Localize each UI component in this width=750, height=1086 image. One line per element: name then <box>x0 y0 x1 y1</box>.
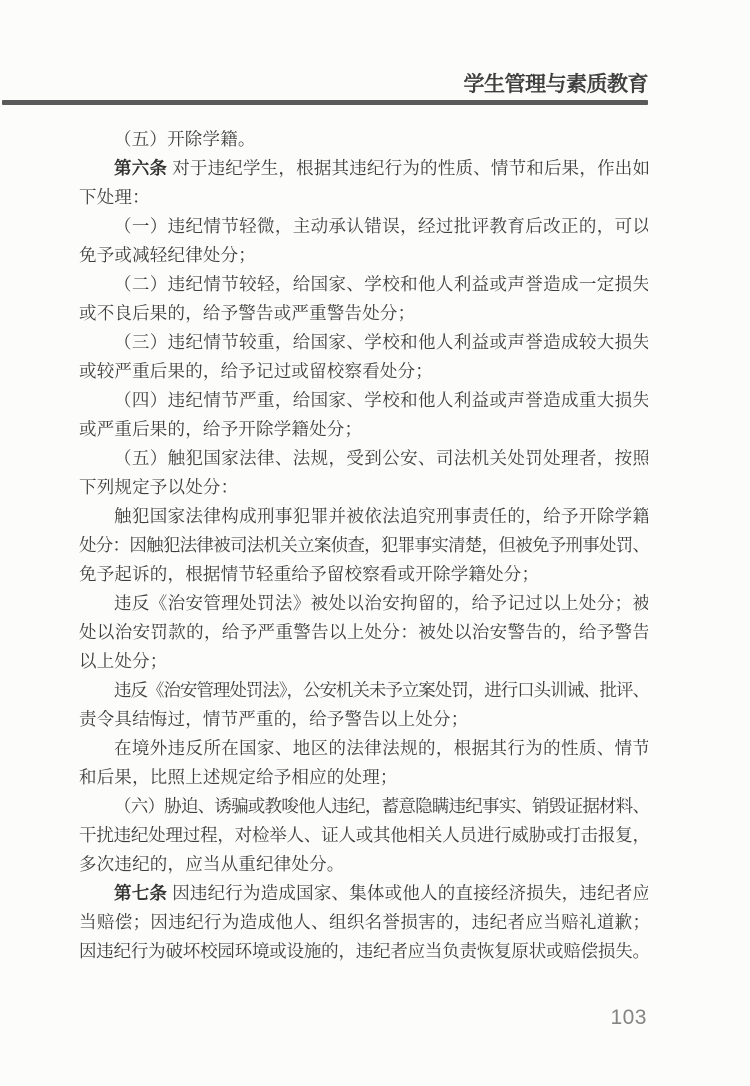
text-line: 免予起诉的，根据情节轻重给予留校察看或开除学籍处分； <box>79 564 540 584</box>
text-line: 或较严重后果的，给予记过或留校察看处分； <box>79 361 433 381</box>
text-line: 干扰违纪处理过程，对检举人、证人或其他相关人员进行威胁或打击报复， <box>79 825 648 845</box>
text-line: （一）违纪情节轻微，主动承认错误，经过批评教育后改正的，可以 <box>114 216 648 236</box>
text-line: 违反《治安管理处罚法》，公安机关未予立案处罚，进行口头训诫、批评、 <box>114 680 648 700</box>
header-rule <box>2 100 648 105</box>
text-line: （六）胁迫、诱骗或教唆他人违纪，蓄意隐瞒违纪事实、销毁证据材料、 <box>114 796 648 816</box>
text-line: 以上处分； <box>79 651 168 671</box>
text-line: （三）违纪情节较重，给国家、学校和他人利益或声誉造成较大损失 <box>114 332 648 352</box>
text-line: 免予或减轻纪律处分； <box>79 245 256 265</box>
text-line: 当赔偿；因违纪行为造成他人、组织名誉损害的，违纪者应当赔礼道歉； <box>79 912 648 932</box>
text-line: 第七条 因违纪行为造成国家、集体或他人的直接经济损失，违纪者应 <box>114 883 648 903</box>
article-number-label: 第六条 <box>114 158 168 178</box>
text-line: 或严重后果的，给予开除学籍处分； <box>79 419 363 439</box>
text-line: （五）开除学籍。 <box>114 129 256 149</box>
text-line: 处以治安罚款的，给予严重警告以上处分：被处以治安警告的，给予警告 <box>79 622 648 642</box>
running-header-title: 学生管理与素质教育 <box>463 73 648 96</box>
text-line: 因违纪行为破坏校园环境或设施的，违纪者应当负责恢复原状或赔偿损失。 <box>79 941 648 961</box>
text-line: 第六条 对于违纪学生，根据其违纪行为的性质、情节和后果，作出如 <box>114 158 648 178</box>
text-line: 下列规定予以处分： <box>79 477 239 497</box>
text-line: 在境外违反所在国家、地区的法律法规的，根据其行为的性质、情节 <box>114 738 648 758</box>
body-text <box>79 125 648 966</box>
text-line: 触犯国家法律构成刑事犯罪并被依法追究刑事责任的，给予开除学籍 <box>114 506 648 526</box>
text-line: （四）违纪情节严重，给国家、学校和他人利益或声誉造成重大损失 <box>114 390 648 410</box>
text-line: 和后果，比照上述规定给予相应的处理； <box>79 767 398 787</box>
text-line: 多次违纪的，应当从重纪律处分。 <box>79 854 345 874</box>
text-line: 处分：因触犯法律被司法机关立案侦查，犯罪事实清楚，但被免予刑事处罚、 <box>79 535 648 555</box>
page-number: 103 <box>610 1006 647 1029</box>
text-line: 下处理： <box>79 187 150 207</box>
article-number-label: 第七条 <box>114 883 168 903</box>
text-line: （二）违纪情节较轻，给国家、学校和他人利益或声誉造成一定损失 <box>114 274 648 294</box>
text-line: 违反《治安管理处罚法》被处以治安拘留的，给予记过以上处分；被 <box>114 593 648 613</box>
text-line: （五）触犯国家法律、法规，受到公安、司法机关处罚处理者，按照 <box>114 448 648 468</box>
text-line: 或不良后果的，给予警告或严重警告处分； <box>79 303 416 323</box>
text-line: 责令具结悔过，情节严重的，给予警告以上处分； <box>79 709 469 729</box>
